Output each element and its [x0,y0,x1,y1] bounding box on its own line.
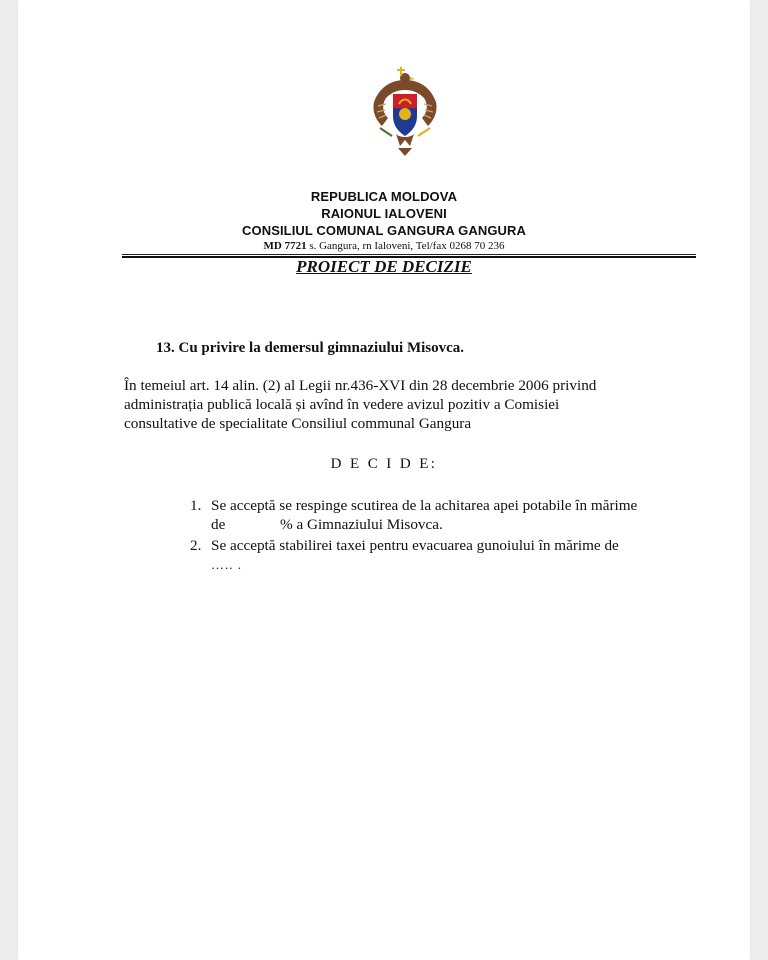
preamble-line: În temeiul art. 14 alin. (2) al Legii nr.436-XVI din 28 decembrie 2006 privind [124,377,597,394]
header-country: REPUBLICA MOLDOVA [310,189,458,204]
decide-heading: D E C I D E: [330,456,438,472]
header-district: RAIONUL IALOVENI [321,206,447,221]
document-title: PROIECT DE DECIZIE [296,257,472,276]
decision-subject: 13. Cu privire la demersul gimnaziului Misovca. [156,340,465,356]
header-divider-thin [122,254,696,255]
list-item-text-prefix: de [211,516,226,533]
list-item-text-continuation: ….. . [211,557,242,572]
preamble-paragraph [124,376,704,433]
header-address-rest: s. Gangura, rn Ialoveni, Tel/fax 0268 70 236 [306,240,505,252]
list-item-number: 2. [190,537,202,554]
list-item-text-continuation: % a Gimnaziului Misovca. [280,516,443,533]
coat-of-arms-icon [370,66,440,158]
list-item-text: Se acceptă stabilirei taxei pentru evacuarea gunoiului în mărime de [211,537,619,554]
document-page [18,0,750,960]
header-council: CONSILIUL COMUNAL GANGURA GANGURA [242,223,526,238]
list-item-text: Se acceptă se respinge scutirea de la achitarea apei potabile în mărime [211,497,638,514]
list-item-number: 1. [190,497,202,514]
preamble-line: administrația publică locală și avînd în vedere avizul pozitiv a Comisiei [124,396,560,413]
header-address [18,240,750,252]
preamble-line: consultative de specialitate Consiliul communal Gangura [124,415,472,432]
header-address-code: MD 7721 [263,240,307,252]
